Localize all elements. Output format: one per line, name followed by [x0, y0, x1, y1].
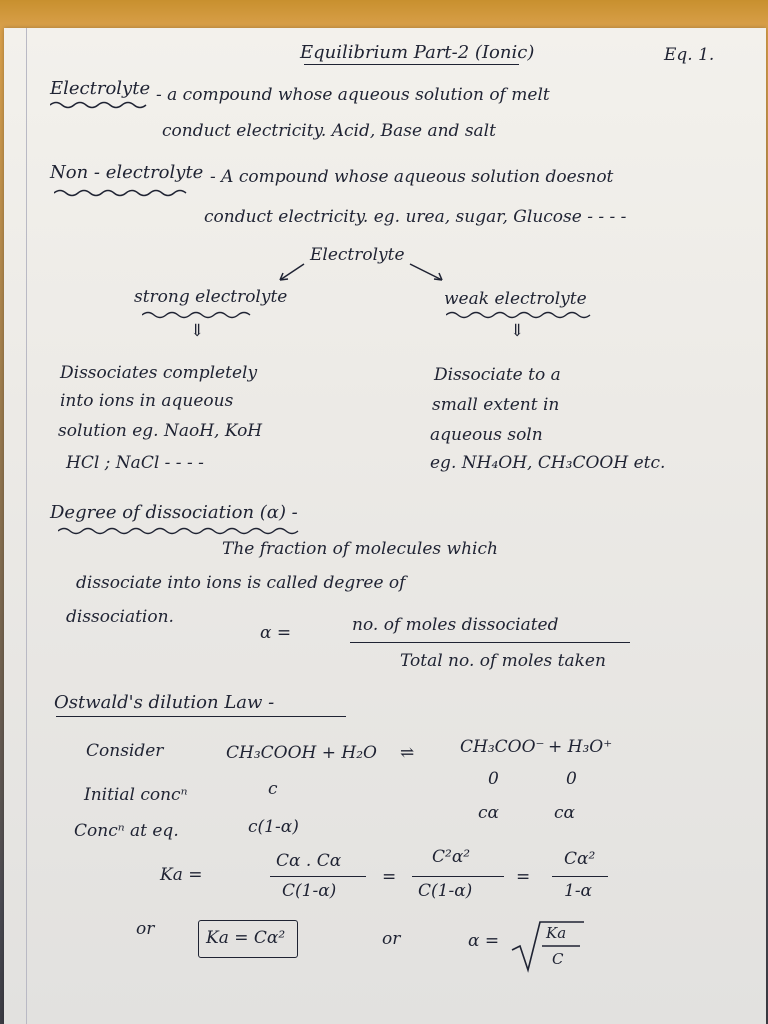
strong-wavy-underline — [142, 310, 262, 320]
equilibrium-sign: ⇌ — [400, 743, 415, 763]
initial-reactant: c — [268, 779, 278, 799]
ka-fraction3-bar — [552, 876, 608, 877]
alpha-equals: α = — [260, 623, 292, 643]
sqrt-numerator: Ka — [546, 924, 567, 942]
initial-product2: 0 — [566, 769, 577, 789]
initial-conc-label: Initial concⁿ — [84, 785, 188, 805]
alpha-sqrt-lhs: α = — [468, 931, 500, 951]
weak-line1: Dissociate to a — [434, 365, 561, 385]
ka-fraction2-numerator: C²α² — [432, 847, 471, 867]
page-title: Equilibrium Part-2 (Ionic) — [300, 42, 535, 63]
weak-line4: eg. NH₄OH, CH₃COOH etc. — [430, 453, 666, 473]
initial-product1: 0 — [488, 769, 499, 789]
ka-fraction3-numerator: Cα² — [564, 849, 596, 869]
ostwald-heading: Ostwald's dilution Law - — [54, 692, 275, 713]
strong-line1: Dissociates completely — [60, 363, 258, 383]
strong-line2: into ions in aqueous — [60, 391, 234, 411]
classification-arrows — [4, 28, 766, 328]
or-label-2: or — [382, 929, 401, 949]
reaction-reactants: CH₃COOH + H₂O — [226, 743, 377, 763]
product-hydronium: + H₃O⁺ — [548, 737, 613, 757]
eq-conc-label: Concⁿ at eq. — [74, 821, 179, 841]
weak-line3: aqueous soln — [430, 425, 543, 445]
eq-product2: cα — [554, 803, 576, 823]
ka-equals2: = — [516, 867, 531, 887]
non-electrolyte-definition-line1: - A compound whose aqueous solution doesnot — [210, 167, 614, 187]
eq-product1: cα — [478, 803, 500, 823]
ka-fraction1-bar — [270, 876, 366, 877]
alpha-fraction-bar — [350, 642, 630, 643]
ka-fraction1-numerator: Cα . Cα — [276, 851, 342, 871]
weak-wavy-underline — [446, 310, 596, 320]
notebook-page — [4, 28, 766, 1024]
strong-electrolyte-heading: strong electrolyte — [134, 287, 288, 307]
ka-fraction2-bar — [412, 876, 504, 877]
ka-fraction3-denominator: 1-α — [564, 881, 593, 901]
boxed-formula: Ka = Cα² — [206, 928, 286, 948]
classification-root: Electrolyte — [310, 245, 405, 265]
strong-line4: HCl ; NaCl - - - - — [66, 453, 204, 473]
strong-down-arrow: ⇓ — [190, 321, 205, 341]
consider-label: Consider — [86, 741, 164, 761]
page-reference: Eq. 1. — [664, 45, 715, 65]
strong-line3: solution eg. NaoH, KoH — [58, 421, 263, 441]
or-label-1: or — [136, 919, 155, 939]
product-acetate: CH₃COO⁻ — [460, 737, 545, 757]
electrolyte-definition-line2: conduct electricity. Acid, Base and salt — [162, 121, 496, 141]
ka-fraction2-denominator: C(1-α) — [418, 881, 473, 901]
degree-line1: The fraction of molecules which — [222, 539, 498, 559]
weak-down-arrow: ⇓ — [510, 321, 525, 341]
non-electrolyte-term: Non - electrolyte — [50, 162, 204, 183]
ostwald-underline — [56, 716, 346, 717]
degree-line2: dissociate into ions is called degree of — [76, 573, 406, 593]
ka-fraction1-denominator: C(1-α) — [282, 881, 337, 901]
eq-reactant: c(1-α) — [248, 817, 299, 837]
ka-equals1: = — [382, 867, 397, 887]
electrolyte-term: Electrolyte — [50, 78, 151, 99]
alpha-numerator: no. of moles dissociated — [352, 615, 559, 635]
electrolyte-definition-line1: - a compound whose aqueous solution of melt — [156, 85, 550, 105]
degree-line3: dissociation. — [66, 607, 174, 627]
ka-label: Ka = — [160, 865, 203, 885]
degree-heading: Degree of dissociation (α) - — [50, 502, 298, 523]
alpha-denominator: Total no. of moles taken — [400, 651, 606, 671]
degree-wavy-underline — [58, 526, 308, 536]
weak-line2: small extent in — [432, 395, 560, 415]
weak-electrolyte-heading: weak electrolyte — [444, 289, 587, 309]
sqrt-denominator: C — [552, 950, 564, 968]
non-electrolyte-definition-line2: conduct electricity. eg. urea, sugar, Glucose - - - - — [204, 207, 627, 227]
